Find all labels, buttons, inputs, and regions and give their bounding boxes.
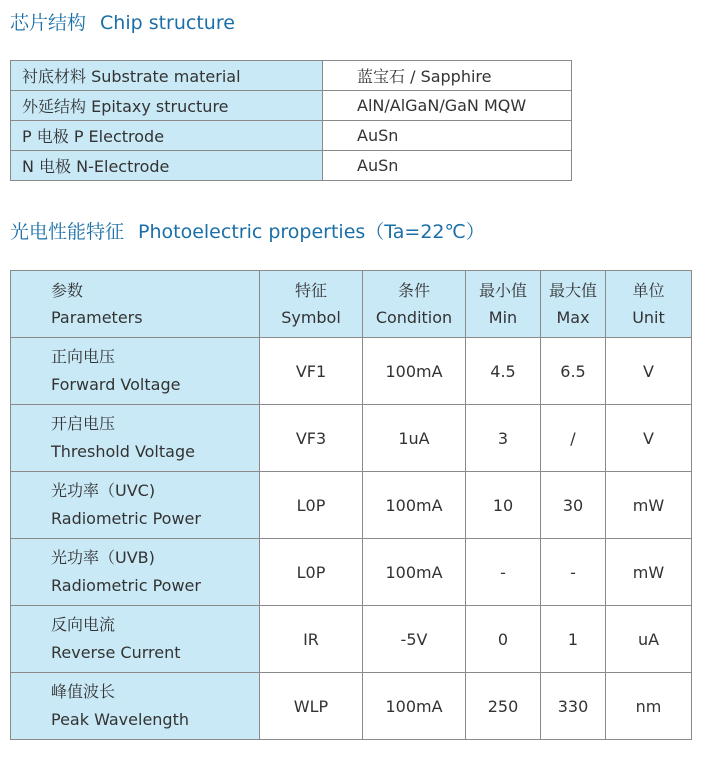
param-cell: 开启电压 Threshold Voltage bbox=[11, 405, 260, 472]
row-value: AuSn bbox=[323, 151, 572, 181]
max-cell: 1 bbox=[541, 606, 606, 673]
table-row bbox=[11, 405, 692, 472]
unit-cell: nm bbox=[606, 673, 692, 740]
min-cell: 3 bbox=[466, 405, 541, 472]
max-cell: 6.5 bbox=[541, 338, 606, 405]
chip-structure-title-en: Chip structure bbox=[100, 12, 235, 34]
photoelectric-table bbox=[10, 270, 692, 740]
table-row bbox=[11, 539, 692, 606]
chip-structure-table bbox=[10, 60, 572, 181]
symbol-cell: L0P bbox=[260, 472, 363, 539]
photoelectric-title-zh: 光电性能特征 bbox=[10, 221, 125, 243]
symbol-cell: L0P bbox=[260, 539, 363, 606]
header-parameters: 参数 Parameters bbox=[11, 271, 260, 338]
min-cell: 4.5 bbox=[466, 338, 541, 405]
param-cell: 正向电压 Forward Voltage bbox=[11, 338, 260, 405]
row-label: P 电极 P Electrode bbox=[11, 121, 323, 151]
row-value: AlN/AlGaN/GaN MQW bbox=[323, 91, 572, 121]
unit-cell: uA bbox=[606, 606, 692, 673]
unit-cell: V bbox=[606, 405, 692, 472]
condition-cell: 100mA bbox=[363, 673, 466, 740]
symbol-cell: WLP bbox=[260, 673, 363, 740]
min-cell: - bbox=[466, 539, 541, 606]
header-row bbox=[11, 271, 692, 338]
table-row bbox=[11, 673, 692, 740]
row-value: AuSn bbox=[323, 121, 572, 151]
chip-structure-title-zh: 芯片结构 bbox=[10, 12, 87, 34]
row-label: N 电极 N-Electrode bbox=[11, 151, 323, 181]
min-cell: 0 bbox=[466, 606, 541, 673]
table-row bbox=[11, 121, 572, 151]
row-label: 外延结构 Epitaxy structure bbox=[11, 91, 323, 121]
condition-cell: 1uA bbox=[363, 405, 466, 472]
param-cell: 光功率（UVB) Radiometric Power bbox=[11, 539, 260, 606]
unit-cell: V bbox=[606, 338, 692, 405]
condition-cell: -5V bbox=[363, 606, 466, 673]
header-condition: 条件 Condition bbox=[363, 271, 466, 338]
header-max: 最大值 Max bbox=[541, 271, 606, 338]
table-row bbox=[11, 61, 572, 91]
table-row bbox=[11, 606, 692, 673]
param-cell: 反向电流 Reverse Current bbox=[11, 606, 260, 673]
param-cell: 峰值波长 Peak Wavelength bbox=[11, 673, 260, 740]
table-row bbox=[11, 338, 692, 405]
max-cell: 30 bbox=[541, 472, 606, 539]
unit-cell: mW bbox=[606, 539, 692, 606]
unit-cell: mW bbox=[606, 472, 692, 539]
max-cell: / bbox=[541, 405, 606, 472]
photoelectric-heading bbox=[10, 217, 485, 244]
symbol-cell: VF3 bbox=[260, 405, 363, 472]
chip-structure-heading bbox=[10, 8, 235, 35]
condition-cell: 100mA bbox=[363, 539, 466, 606]
condition-cell: 100mA bbox=[363, 338, 466, 405]
row-value: 蓝宝石 / Sapphire bbox=[323, 61, 572, 91]
min-cell: 250 bbox=[466, 673, 541, 740]
max-cell: - bbox=[541, 539, 606, 606]
row-label: 衬底材料 Substrate material bbox=[11, 61, 323, 91]
symbol-cell: IR bbox=[260, 606, 363, 673]
header-unit: 单位 Unit bbox=[606, 271, 692, 338]
symbol-cell: VF1 bbox=[260, 338, 363, 405]
max-cell: 330 bbox=[541, 673, 606, 740]
condition-cell: 100mA bbox=[363, 472, 466, 539]
photoelectric-title-en: Photoelectric properties（Ta=22℃） bbox=[138, 221, 485, 243]
min-cell: 10 bbox=[466, 472, 541, 539]
param-cell: 光功率（UVC) Radiometric Power bbox=[11, 472, 260, 539]
table-row bbox=[11, 151, 572, 181]
table-row bbox=[11, 91, 572, 121]
header-symbol: 特征 Symbol bbox=[260, 271, 363, 338]
header-min: 最小值 Min bbox=[466, 271, 541, 338]
table-row bbox=[11, 472, 692, 539]
